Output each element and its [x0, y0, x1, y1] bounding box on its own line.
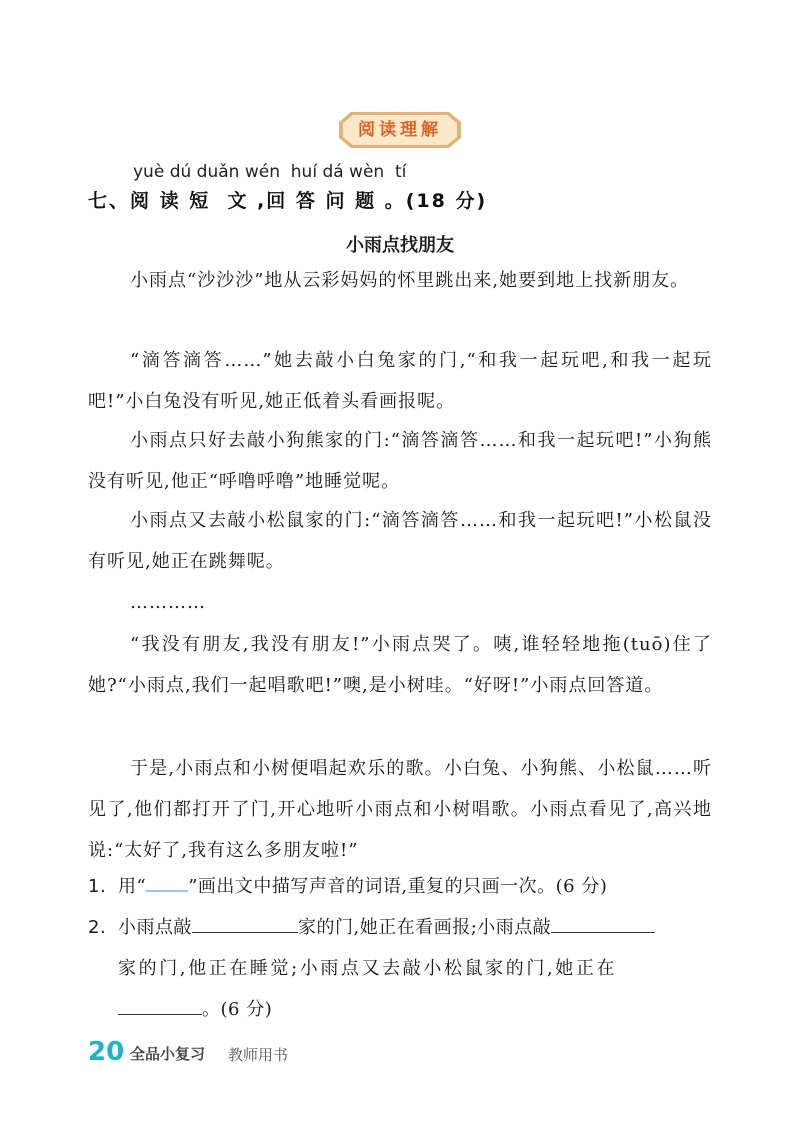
- question-2-text-a: 小雨点敲: [118, 917, 192, 938]
- question-header: 七、阅 读 短 文 ,回 答 问 题 。(18 分): [88, 190, 488, 212]
- answer-blank-2[interactable]: [551, 912, 655, 933]
- story-paragraph: 小雨点又去敲小松鼠家的门:“滴答滴答……和我一起玩吧!”小松鼠没有听见,她正在跳舞呢。: [88, 510, 712, 572]
- story-paragraph: 小雨点“沙沙沙”地从云彩妈妈的怀里跳出来,她要到地上找新朋友。: [130, 270, 690, 291]
- answer-blank-1[interactable]: [192, 912, 298, 933]
- footer-brand: 全品小复习: [130, 1045, 206, 1063]
- story-title: 小雨点找朋友: [346, 235, 454, 256]
- story-paragraph: “滴答滴答……”她去敲小白兔家的门,“和我一起玩吧,和我一起玩吧!”小白兔没有听见,她正低着头看画报呢。: [88, 350, 712, 412]
- question-1-underline-sample: [146, 872, 188, 892]
- question-1-text-b: ”画出文中描写声音的词语,重复的只画一次。(6 分): [188, 876, 608, 897]
- question-2-text-c: 家的门,他正在睡觉;小雨点又去敲小松鼠家的门,她正在: [118, 958, 618, 979]
- question-1: [88, 866, 728, 907]
- answer-blank-3[interactable]: [118, 994, 202, 1015]
- section-badge-label: 阅读理解: [358, 120, 442, 140]
- question-pinyin: yuè dú duǎn wén huí dá wèn tí: [133, 162, 407, 182]
- question-2-text-d: 。(6 分): [202, 999, 273, 1020]
- page-number: 20: [88, 1037, 125, 1067]
- story-paragraph: “我没有朋友,我没有朋友!”小雨点哭了。咦,谁轻轻地拖(tuō)住了她?“小雨点,我们一起唱歌吧!”噢,是小树哇。“好呀!”小雨点回答道。: [88, 634, 712, 696]
- story-paragraph: 于是,小雨点和小树便唱起欢乐的歌。小白兔、小狗熊、小松鼠……听见了,他们都打开了门,开心地听小雨点和小树唱歌。小雨点看见了,高兴地说:“太好了,我有这么多朋友啦!”: [88, 758, 712, 861]
- question-2: [88, 907, 714, 1030]
- question-1-number: 1.: [88, 876, 107, 897]
- story-paragraph: 小雨点只好去敲小狗熊家的门:“滴答滴答……和我一起玩吧!”小狗熊没有听见,他正“呼噜呼噜”地睡觉呢。: [88, 430, 712, 492]
- question-2-text-b: 家的门,她正在看画报;小雨点敲: [298, 917, 552, 938]
- question-2-number: 2.: [88, 917, 107, 938]
- footer-edition: 教师用书: [228, 1046, 289, 1064]
- question-1-text-a: 用“: [118, 876, 147, 897]
- story-ellipsis: …………: [130, 592, 206, 613]
